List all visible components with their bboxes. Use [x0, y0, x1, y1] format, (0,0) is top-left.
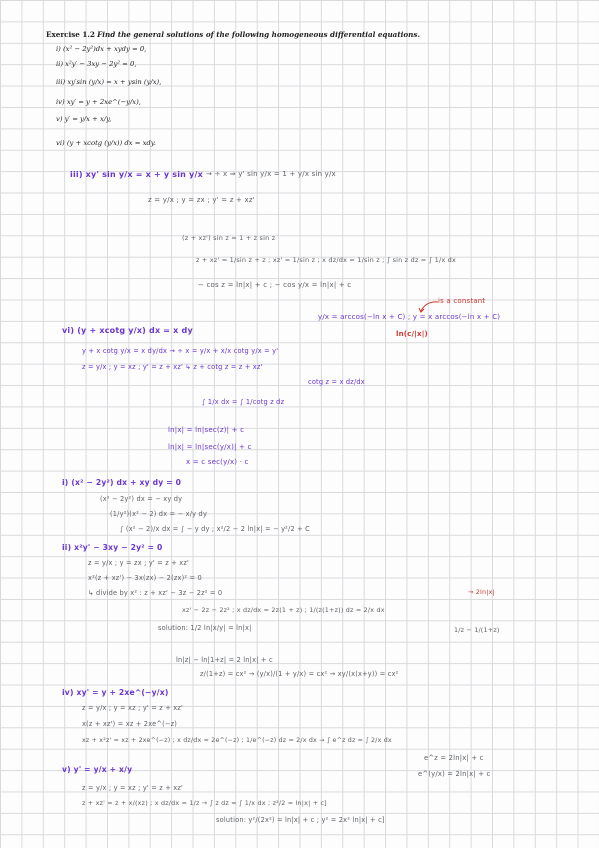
note-line: z + xz' = 1/sin z + z ; xz' = 1/sin z ; x dz/dx = 1/sin z ; ∫ sin z dz = ∫ 1/x dx — [196, 256, 457, 264]
note-line: → ÷ x ⇒ y' sin y/x = 1 + y/x sin y/x — [206, 170, 336, 178]
exercise-instruction: Find the general solutions of the following homogeneous differential equations. — [97, 30, 420, 39]
note-line: ∫ (x² − 2)/x dx = ∫ − y dy ; x²/2 − 2 ln|x| = − y²/2 + C — [120, 525, 310, 533]
note-line: z = y/x ; y = xz ; y' = z + xz' — [82, 704, 183, 712]
solution-ii-title: ii) x²y' − 3xy − 2y² = 0 — [62, 543, 163, 552]
note-line: → 2ln|x| — [468, 588, 495, 596]
note-line: xz' − 2z − 2z² ; x dz/dx = 2z(1 + z) ; 1/(z(1+z)) dz = 2/x dx — [182, 606, 385, 614]
exercise-item: i) (x² − 2y²)dx + xydy = 0, — [56, 45, 147, 53]
exercise-item: v) y′ = y/x + x/y, — [56, 115, 112, 123]
exercise-item: iii) xy′sin (y/x) = x + ysin (y/x), — [56, 78, 162, 86]
note-line: z = y/x ; y = xz ; y' = z + xz' — [82, 784, 183, 792]
arrow-icon — [418, 298, 440, 314]
note-line: z = y/x ; y = xz ; y' = z + xz' ↳ z + cotg z = z + xz' — [82, 363, 263, 371]
exercise-item: iv) xy′ = y + 2xe^(−y/x), — [56, 98, 141, 106]
solution-vi-title: vi) (y + xcotg y/x) dx = x dy — [62, 326, 193, 335]
solution-iii-title: iii) xy' sin y/x = x + y sin y/x — [70, 170, 203, 179]
note-line: solution: y²/(2x²) = ln|x| + c ; y² = 2x² ln|x| + c] — [216, 816, 385, 824]
note-line: ↳ divide by x² : z + xz' − 3z − 2z² = 0 — [88, 589, 223, 597]
note-line: 1/z − 1/(1+z) — [454, 626, 500, 634]
exercise-item: vi) (y + xcotg (y/x)) dx = xdy. — [56, 139, 156, 147]
note-line: cotg z = x dz/dx — [308, 378, 365, 386]
note-line: (z + xz') sin z = 1 + z sin z — [182, 234, 276, 242]
solution-v-title: v) y' = y/x + x/y — [62, 765, 133, 774]
note-line: (x² − 2y²) dx = − xy dy — [100, 495, 183, 503]
note-line: ln|x| = ln|sec(z)| + c — [168, 426, 245, 434]
note-line: (1/y²)(x² − 2) dx = − x/y dy — [110, 510, 208, 518]
note-line: − cos z = ln|x| + c ; − cos y/x = ln|x| + c — [198, 281, 352, 289]
solution-i-title: i) (x² − 2y²) dx + xy dy = 0 — [62, 478, 182, 487]
note-line: x²(z + xz') − 3x(zx) − 2(zx)² = 0 — [88, 574, 202, 582]
note-line: xz + x²z' = xz + 2xe^(−z) ; x dz/dx = 2e^(−z) ; 1/e^(−z) dz = 2/x dx → ∫ e^z dz = ∫ 2/x dx — [82, 737, 392, 744]
constant-note: is a constant — [438, 297, 486, 305]
note-line: ln(c/|x|) — [396, 330, 428, 338]
note-line: y + x cotg y/x = x dy/dx → ÷ x = y/x + x/x cotg y/x = y' — [82, 347, 279, 355]
note-line: x = c sec(y/x) · c — [186, 458, 249, 466]
note-line: x(z + xz') = xz + 2xe^(−z) — [82, 720, 178, 728]
exercise-item: ii) x²y′ − 3xy − 2y² = 0, — [56, 60, 137, 68]
note-line: ln|x| = ln|sec(y/x)| + c — [168, 443, 252, 451]
note-line: e^z = 2ln|x| + c — [424, 754, 484, 762]
note-line: ∫ 1/x dx = ∫ 1/cotg z dz — [202, 398, 285, 406]
note-line: y/x = arccos(−ln x + C) ; y = x arccos(−ln x + C) — [318, 313, 501, 321]
solution-iv-title: iv) xy' = y + 2xe^(−y/x) — [62, 688, 169, 697]
note-line: z + xz' = z + x/(xz) ; x dz/dx = 1/z → ∫ z dz = ∫ 1/x dx ; z²/2 = ln|x| + c] — [82, 799, 327, 807]
note-line: z/(1+z) = cx² → (y/x)/(1 + y/x) = cx² → xy/(x(x+y)) = cx² — [200, 670, 399, 678]
note-line: z = y/x ; y = zx ; y' = z + xz' — [88, 559, 189, 567]
exercise-heading — [46, 30, 420, 39]
note-line: e^(y/x) = 2ln|x| + c — [418, 770, 491, 778]
exercise-label: Exercise 1.2 — [46, 30, 95, 39]
note-line: ln|z| − ln|1+z| = 2 ln|x| + c — [176, 656, 273, 664]
note-line: z = y/x ; y = zx ; y' = z + xz' — [148, 196, 255, 204]
note-line: solution: 1/2 ln|x/y| = ln|x| — [158, 624, 252, 632]
